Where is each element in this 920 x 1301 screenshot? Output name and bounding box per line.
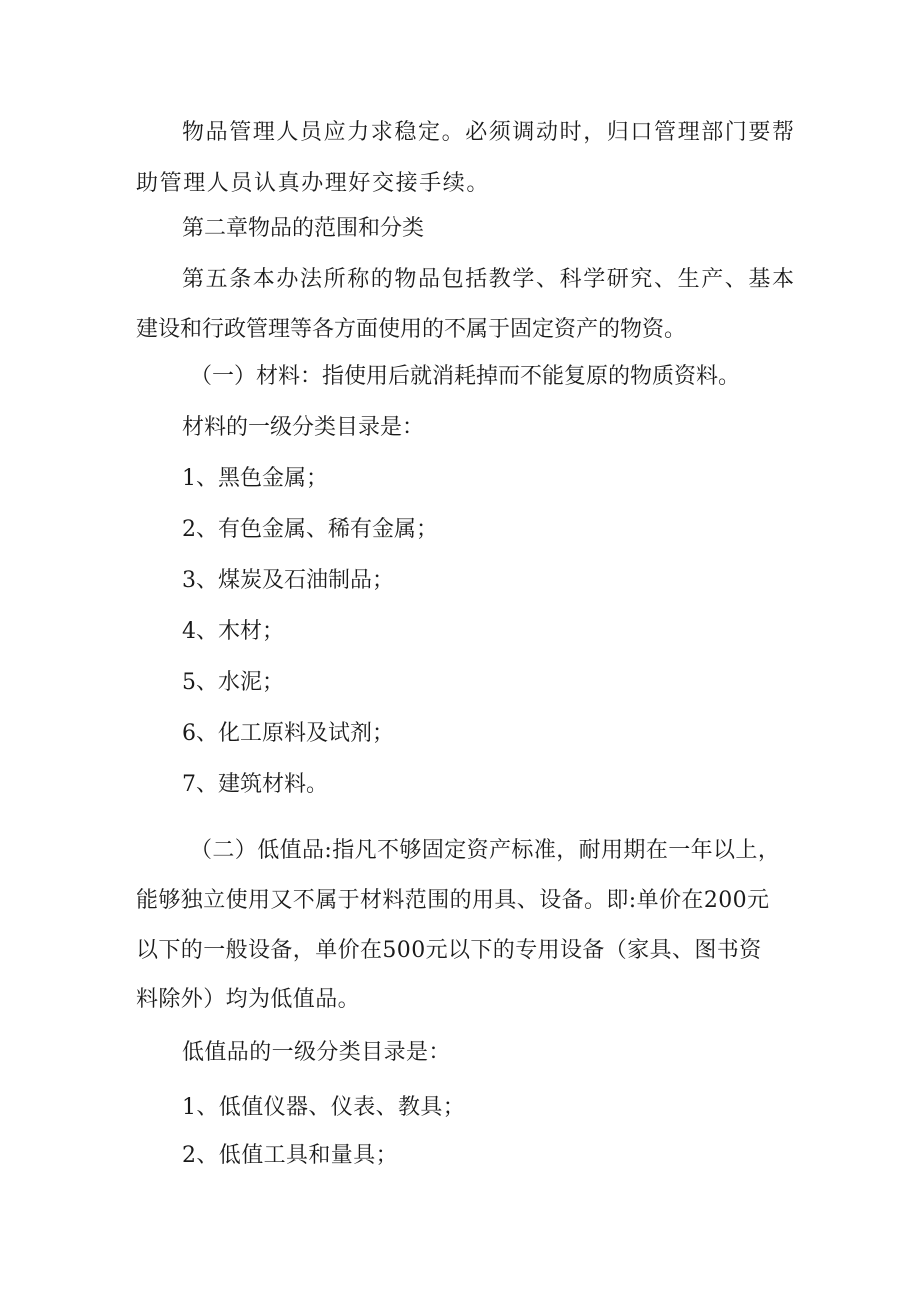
low-value-definition-line-2: 能够独立使用又不属于材料范围的用具、设备。即:单价在200元 — [136, 888, 770, 913]
paragraph-1-line-1: 物品管理人员应力求稳定。必须调动时，归口管理部门要帮 — [182, 120, 796, 145]
materials-list-item: 5、水泥； — [182, 670, 284, 695]
article-5-line-1: 第五条本办法所称的物品包括教学、科学研究、生产、基本 — [182, 267, 796, 292]
low-value-definition-line-4: 料除外）均为低值品。 — [136, 987, 361, 1012]
chapter-heading: 第二章物品的范围和分类 — [182, 216, 425, 241]
materials-list-item: 1、黑色金属； — [182, 466, 328, 491]
article-5-line-2: 建设和行政管理等各方面使用的不属于固定资产的物资。 — [136, 317, 687, 342]
low-value-definition-line-3: 以下的一般设备，单价在500元以下的专用设备（家具、图书资 — [136, 938, 762, 963]
materials-list-item: 7、建筑材料。 — [182, 772, 328, 797]
paragraph-1-line-2: 助管理人员认真办理好交接手续。 — [136, 171, 491, 196]
materials-list-item: 6、化工原料及试剂； — [182, 721, 394, 746]
materials-catalog-intro: 材料的一级分类目录是： — [182, 415, 425, 440]
low-value-list-item: 2、低值工具和量具； — [182, 1143, 398, 1168]
materials-list-item: 2、有色金属、稀有金属； — [182, 517, 438, 542]
materials-list-item: 4、木材； — [182, 619, 284, 644]
materials-list-item: 3、煤炭及石油制品； — [182, 568, 394, 593]
low-value-list-item: 1、低值仪器、仪表、教具； — [182, 1095, 466, 1120]
materials-definition: （一）材料：指使用后就消耗掉而不能复原的物质资料。 — [190, 364, 741, 389]
low-value-catalog-intro: 低值品的一级分类目录是： — [182, 1040, 451, 1065]
low-value-definition-line-1: （二）低值品:指凡不够固定资产标准，耐用期在一年以上， — [190, 838, 781, 863]
